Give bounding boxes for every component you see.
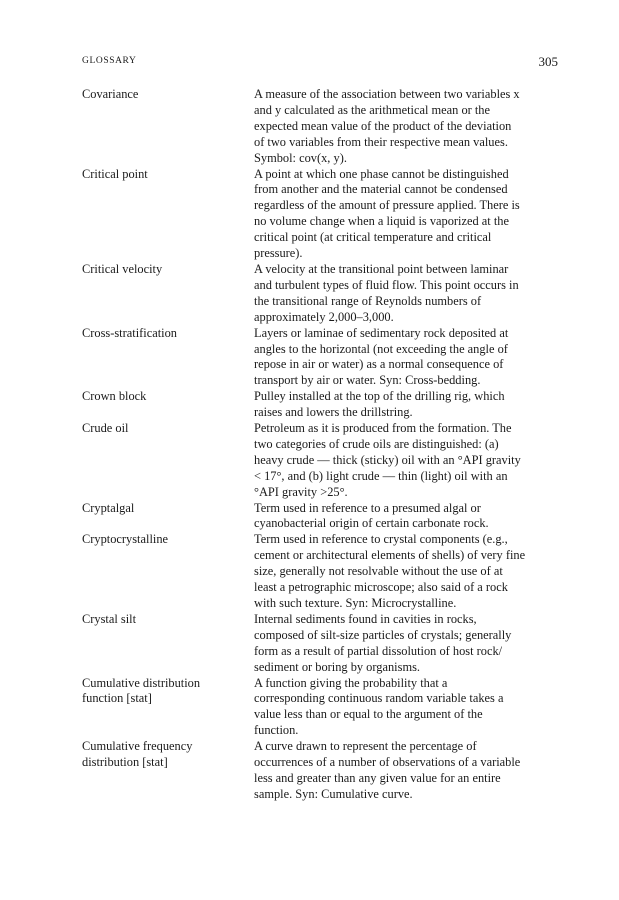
glossary-term-line: Crystal silt [82,611,137,626]
glossary-term [82,532,254,612]
definition-line: cement or architectural elements of shells) of very fine [254,548,526,563]
glossary-term-line: Covariance [82,87,139,101]
definition-line: raises and lowers the drillstring. [254,405,413,420]
glossary-term [82,326,254,390]
glossary-term-line: Crown block [82,389,147,404]
glossary-entry [82,262,562,326]
definition-line: critical point (at critical temperature and critical [254,230,492,245]
definition-line: the transitional range of Reynolds numbers of [254,293,482,308]
page-number: 305 [538,54,558,69]
definition-line: value less than or equal to the argument of the [254,707,483,722]
definition-line: Pulley installed at the top of the drilling rig, which [254,389,505,404]
definition-line: less and greater than any given value for an entire [254,770,501,785]
definition-line: sediment or boring by organisms. [254,659,420,674]
glossary-definition [254,262,562,326]
glossary-term-line: Cross-stratification [82,325,177,340]
definition-line: approximately 2,000–3,000. [254,309,394,324]
definition-line: A curve drawn to represent the percentage of [254,739,477,754]
glossary-definition [254,389,562,421]
glossary-term [82,262,254,326]
definition-line: and y calculated as the arithmetical mean or the [254,102,491,117]
glossary-term [82,421,254,501]
glossary-term [82,87,254,167]
glossary-term [82,676,254,740]
glossary-entry [82,676,562,740]
definition-line: occurrences of a number of observations of a variable [254,755,521,770]
glossary-entry [82,389,562,421]
definition-line: A function giving the probability that a [254,675,448,690]
definition-line: pressure). [254,246,303,261]
glossary-entry [82,532,562,612]
glossary-term [82,389,254,421]
glossary-definition [254,326,562,390]
glossary-term-line: distribution [stat] [82,755,168,770]
definition-line: with such texture. Syn: Microcrystalline. [254,596,457,610]
glossary-entry [82,167,562,262]
definition-line: two categories of crude oils are distinguished: (a) [254,436,499,451]
glossary-entry [82,326,562,390]
running-head [82,56,558,72]
glossary-entry [82,739,562,803]
definition-line: cyanobacterial origin of certain carbonate rock. [254,516,489,531]
definition-line: and turbulent types of fluid flow. This point occurs in [254,277,519,292]
definition-line: A measure of the association between two variables x [254,87,520,101]
glossary-term-line: Cumulative distribution [82,675,201,690]
glossary-term-line: Cumulative frequency [82,739,193,754]
glossary-definition [254,739,562,803]
definition-line: °API gravity >25°. [254,484,348,499]
definition-line: Term used in reference to a presumed algal or [254,500,481,515]
definition-line: < 17°, and (b) light crude — thin (light) oil with an [254,468,508,483]
glossary-entries [82,87,562,803]
section-title: GLOSSARY [82,56,137,66]
definition-line: repose in air or water) as a normal consequence of [254,357,504,372]
glossary-term-line: Cryptocrystalline [82,532,169,547]
glossary-term-line: Critical point [82,166,148,181]
definition-line: Internal sediments found in cavities in rocks, [254,611,477,626]
glossary-term [82,612,254,676]
glossary-definition [254,676,562,740]
glossary-term-line: Cryptalgal [82,500,135,515]
glossary-definition [254,167,562,262]
definition-line: function. [254,723,299,738]
definition-line: regardless of the amount of pressure applied. There is [254,198,520,213]
definition-line: no volume change when a liquid is vaporized at the [254,214,509,229]
glossary-definition [254,501,562,533]
glossary-definition [254,612,562,676]
glossary-definition [254,421,562,501]
definition-line: of two variables from their respective mean values. [254,134,508,149]
definition-line: least a petrographic microscope; also said of a rock [254,580,508,595]
definition-line: from another and the material cannot be condensed [254,182,508,197]
glossary-definition [254,532,562,612]
definition-line: transport by air or water. Syn: Cross-bedding. [254,373,481,388]
definition-line: form as a result of partial dissolution of host rock/ [254,643,503,658]
glossary-entry [82,87,562,167]
glossary-entry [82,612,562,676]
definition-line: Symbol: cov(x, y). [254,150,347,165]
definition-line: heavy crude — thick (sticky) oil with an °API gravity [254,452,521,467]
glossary-term-line: function [stat] [82,691,152,706]
definition-line: sample. Syn: Cumulative curve. [254,786,413,801]
definition-line: expected mean value of the product of the deviation [254,118,512,133]
definition-line: corresponding continuous random variable takes a [254,691,504,706]
definition-line: angles to the horizontal (not exceeding the angle of [254,341,508,356]
definition-line: Petroleum as it is produced from the formation. The [254,421,512,436]
glossary-entry [82,421,562,501]
definition-line: composed of silt-size particles of crystals; generally [254,627,512,642]
definition-line: A velocity at the transitional point between laminar [254,261,509,276]
glossary-term [82,167,254,262]
glossary-term-line: Critical velocity [82,261,163,276]
definition-line: A point at which one phase cannot be distinguished [254,166,509,181]
definition-line: Term used in reference to crystal components (e.g., [254,532,508,547]
glossary-definition [254,87,562,167]
glossary-term [82,739,254,803]
glossary-term-line: Crude oil [82,421,129,436]
definition-line: Layers or laminae of sedimentary rock deposited at [254,325,509,340]
glossary-term [82,501,254,533]
glossary-entry [82,501,562,533]
definition-line: size, generally not resolvable without the use of at [254,564,503,579]
